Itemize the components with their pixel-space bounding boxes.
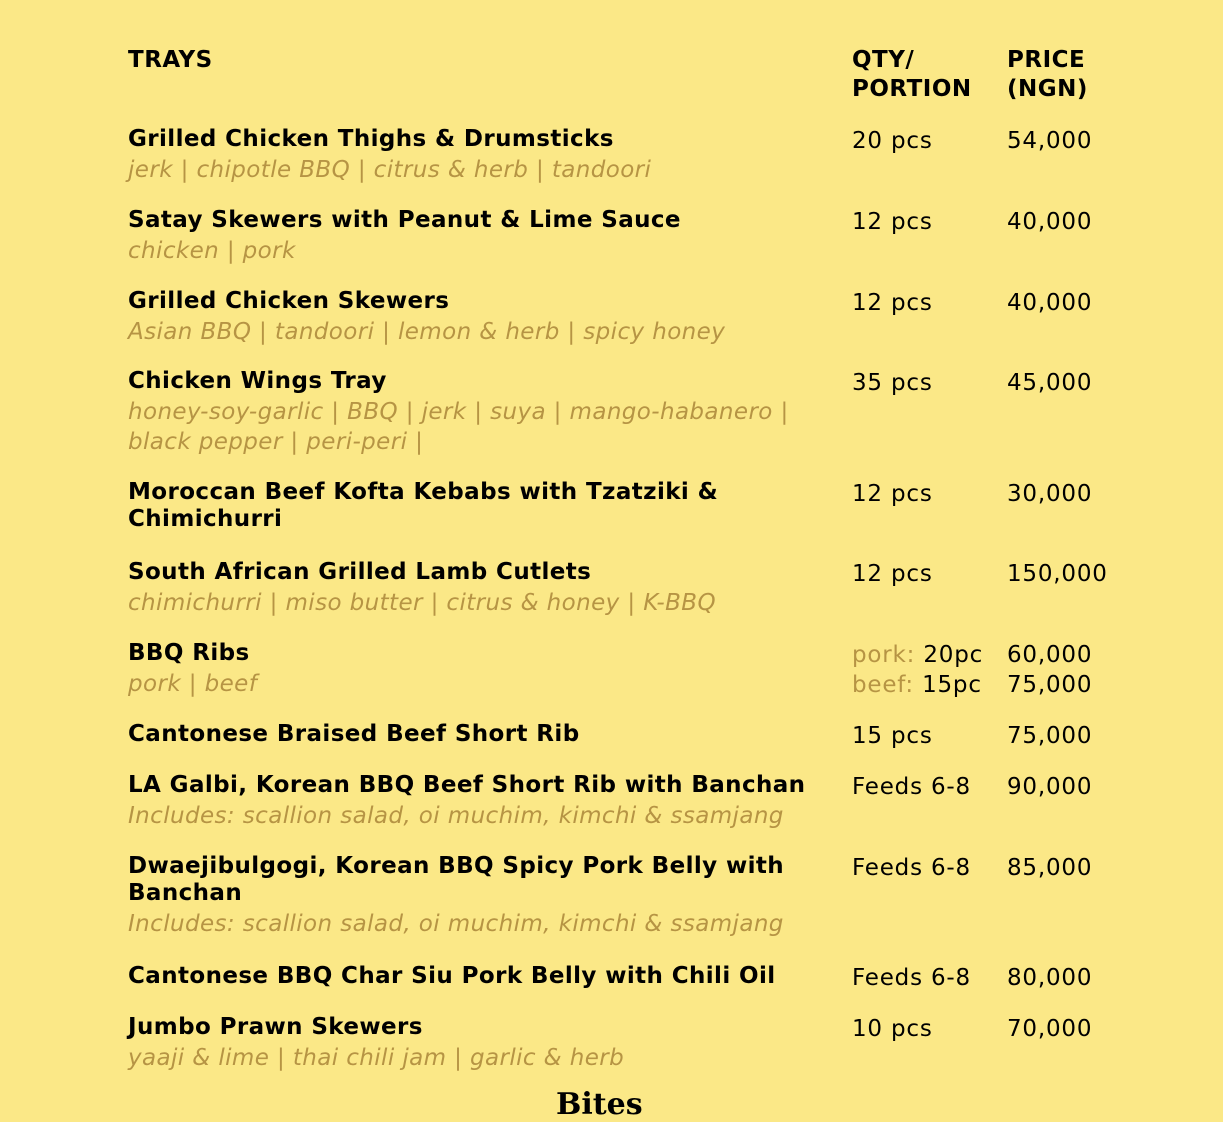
item-name: South African Grilled Lamb Cutlets <box>128 559 592 585</box>
item-name: Jumbo Prawn Skewers <box>128 1014 423 1040</box>
item-qty: 15 pcs <box>852 723 933 749</box>
item-price: 54,000 <box>1007 128 1093 154</box>
item-name: LA Galbi, Korean BBQ Beef Short Rib with Banchan <box>128 772 806 798</box>
item-qty: Feeds 6-8 <box>852 855 971 881</box>
qty-label: beef: <box>852 672 914 698</box>
item-price: 150,000 <box>1007 561 1108 587</box>
next-section-title: Bites <box>556 1087 643 1122</box>
item-qty: 12 pcs <box>852 481 933 507</box>
item-options: Includes: scallion salad, oi muchim, kimchi & ssamjang <box>128 803 784 829</box>
item-price: 90,000 <box>1007 774 1093 800</box>
item-price: 40,000 <box>1007 209 1093 235</box>
item-options: yaaji & lime | thai chili jam | garlic & herb <box>128 1045 625 1071</box>
qty-value: 15pc <box>922 672 982 698</box>
section-title: TRAYS <box>128 47 213 73</box>
item-qty: 20 pcs <box>852 128 933 154</box>
item-options: pork | beef <box>128 671 258 697</box>
menu-header <box>0 46 1223 106</box>
item-name: Cantonese BBQ Char Siu Pork Belly with Chili Oil <box>128 963 776 989</box>
item-qty: 12 pcs <box>852 209 933 235</box>
item-price: 85,000 <box>1007 855 1093 881</box>
item-price: 30,000 <box>1007 481 1093 507</box>
item-name: Grilled Chicken Skewers <box>128 288 450 314</box>
qty-line-pork <box>852 640 983 670</box>
qty-label: pork: <box>852 642 916 668</box>
item-qty: Feeds 6-8 <box>852 774 971 800</box>
item-price <box>1007 640 1092 700</box>
item-qty: 12 pcs <box>852 290 933 316</box>
item-price: 40,000 <box>1007 290 1093 316</box>
item-name: Satay Skewers with Peanut & Lime Sauce <box>128 207 681 233</box>
item-name: Cantonese Braised Beef Short Rib <box>128 721 580 747</box>
item-name: Grilled Chicken Thighs & Drumsticks <box>128 126 614 152</box>
item-options: Includes: scallion salad, oi muchim, kimchi & ssamjang <box>128 911 784 937</box>
qty-value: 20pc <box>923 642 984 668</box>
item-price: 45,000 <box>1007 370 1093 396</box>
item-name: Chicken Wings Tray <box>128 368 387 394</box>
item-price: 80,000 <box>1007 965 1093 991</box>
price-beef: 75,000 <box>1007 672 1093 698</box>
item-name: BBQ Ribs <box>128 640 250 666</box>
price-column-header: PRICE (NGN) <box>1007 47 1088 102</box>
item-options: chimichurri | miso butter | citrus & honey | K-BBQ <box>128 590 716 616</box>
item-price: 75,000 <box>1007 723 1093 749</box>
item-qty: 35 pcs <box>852 370 933 396</box>
item-qty <box>852 640 983 700</box>
item-name: Dwaejibulgogi, Korean BBQ Spicy Pork Belly with Banchan <box>128 853 785 906</box>
item-options: chicken | pork <box>128 238 296 264</box>
price-pork: 60,000 <box>1007 642 1093 668</box>
item-qty: Feeds 6-8 <box>852 965 971 991</box>
item-qty: 10 pcs <box>852 1016 933 1042</box>
item-price: 70,000 <box>1007 1016 1093 1042</box>
item-qty: 12 pcs <box>852 561 933 587</box>
qty-column-header: QTY/ PORTION <box>852 47 972 102</box>
item-name: Moroccan Beef Kofta Kebabs with Tzatziki & Chimichurri <box>128 479 719 532</box>
item-options: Asian BBQ | tandoori | lemon & herb | spicy honey <box>128 319 726 345</box>
item-options: honey-soy-garlic | BBQ | jerk | suya | mango-habanero | black pepper | peri-peri | <box>128 399 789 455</box>
qty-line-beef <box>852 670 983 700</box>
item-options: jerk | chipotle BBQ | citrus & herb | tandoori <box>128 157 652 183</box>
